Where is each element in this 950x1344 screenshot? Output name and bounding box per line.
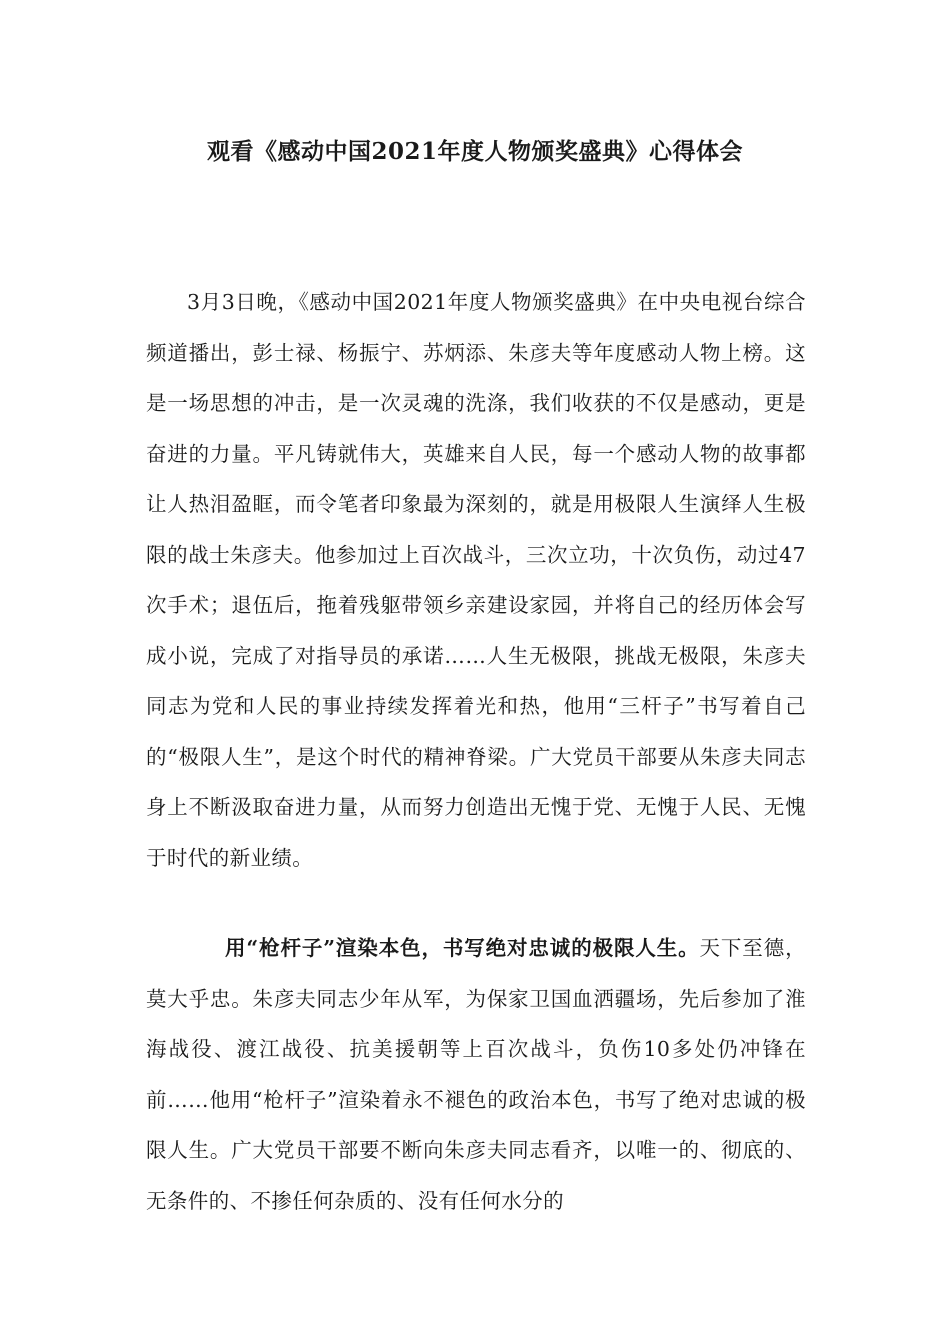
- body-paragraph-section-1: [146, 923, 806, 1226]
- section-body-text: 天下至德，莫大乎忠。朱彦夫同志少年从军，为保家卫国血洒疆场，先后参加了淮海战役、渡江战役、抗美援朝等上百次战斗，负伤10多处仍冲锋在前……他用“枪杆子”渲染着永不褪色的政治本色，书写了绝对忠诚的极限人生。广大党员干部要不断向朱彦夫同志看齐，以唯一的、彻底的、无条件的、不掺任何杂质的、没有任何水分的: [146, 936, 806, 1213]
- section-heading-lead: 用“枪杆子”渲染本色，书写绝对忠诚的极限人生。: [225, 936, 700, 960]
- body-paragraph-intro: 3月3日晚，《感动中国2021年度人物颁奖盛典》在中央电视台综合频道播出，彭士禄、杨振宁、苏炳添、朱彦夫等年度感动人物上榜。这是一场思想的冲击，是一次灵魂的洗涤，我们收获的不仅是感动，更是奋进的力量。平凡铸就伟大，英雄来自人民，每一个感动人物的故事都让人热泪盈眶，而令笔者印象最为深刻的，就是用极限人生演绎人生极限的战士朱彦夫。他参加过上百次战斗，三次立功，十次负伤，动过47次手术；退伍后，拖着残躯带领乡亲建设家园，并将自己的经历体会写成小说，完成了对指导员的承诺……人生无极限，挑战无极限，朱彦夫同志为党和人民的事业持续发挥着光和热，他用“三杆子”书写着自己的“极限人生”，是这个时代的精神脊梁。广大党员干部要从朱彦夫同志身上不断汲取奋进力量，从而努力创造出无愧于党、无愧于人民、无愧于时代的新业绩。: [146, 290, 806, 870]
- document-title: 观看《感动中国2021年度人物颁奖盛典》心得体会: [206, 138, 743, 165]
